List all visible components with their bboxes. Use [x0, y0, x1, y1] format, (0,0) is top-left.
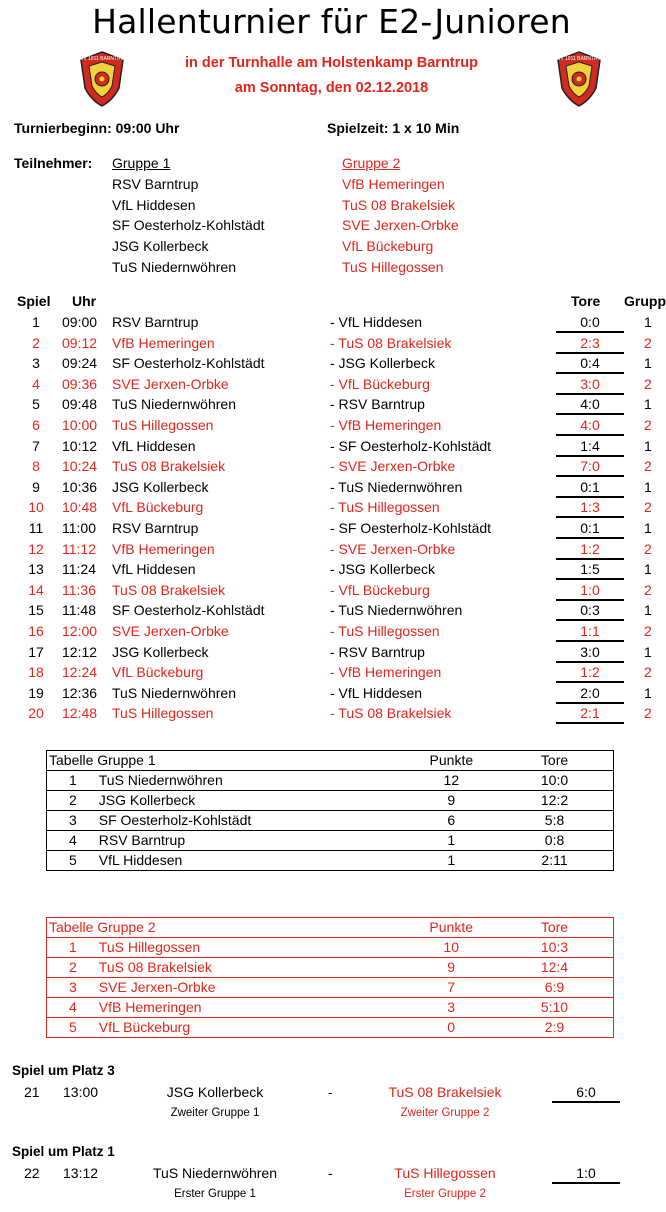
- score-underline: [556, 455, 624, 457]
- game-away-team: - RSV Barntrup: [330, 396, 425, 413]
- final-number: 21: [24, 1084, 40, 1100]
- score-underline: [556, 537, 624, 539]
- game-time: 11:00: [62, 520, 96, 536]
- game-time: 10:12: [62, 437, 98, 454]
- final-dash: -: [328, 1084, 333, 1100]
- standing-team: VfL Bückeburg: [99, 1018, 407, 1038]
- game-time: 10:36: [62, 478, 98, 495]
- game-away-team: - TuS 08 Brakelsiek: [330, 334, 452, 351]
- game-score: 1:1: [580, 623, 600, 639]
- game-score: 1:5: [580, 561, 600, 578]
- goals-header: Tore: [496, 751, 613, 771]
- game-score: 4:0: [580, 396, 600, 413]
- standing-goals: 5:10: [496, 998, 614, 1018]
- score-underline: [556, 413, 624, 415]
- game-time: 11:36: [62, 581, 96, 598]
- standing-rank: 5: [47, 1018, 99, 1038]
- game-away-team: - SF Oesterholz-Kohlstädt: [330, 437, 492, 454]
- game-away-team: - VfL Hiddesen: [330, 684, 423, 701]
- game-home-team: TuS 08 Brakelsiek: [112, 581, 226, 598]
- game-away-team: - TuS 08 Brakelsiek: [330, 705, 452, 722]
- game-time: 12:00: [62, 623, 98, 639]
- standing-points: 9: [406, 958, 496, 978]
- game-away-team: - TuS Niedernwöhren: [330, 478, 463, 495]
- game-group: 2: [644, 499, 652, 516]
- final-score: 1:0: [576, 1165, 596, 1181]
- standing-goals: 2:9: [496, 1018, 614, 1038]
- game-number: 6: [32, 417, 40, 433]
- final-away-team: TuS Hillegossen: [394, 1165, 496, 1181]
- standing-goals: 5:8: [496, 811, 613, 831]
- table-group-1: [46, 750, 614, 871]
- game-number: 19: [28, 684, 44, 701]
- score-underline: [556, 352, 624, 354]
- game-number: 20: [28, 705, 44, 722]
- game-away-team: - RSV Barntrup: [330, 643, 425, 660]
- game-home-team: VfL Bückeburg: [112, 499, 204, 516]
- game-score: 1:2: [580, 540, 600, 557]
- standing-goals: 12:4: [496, 958, 614, 978]
- game-number: 3: [32, 355, 40, 372]
- game-group: 1: [644, 684, 652, 701]
- final-home-team: TuS Niedernwöhren: [153, 1165, 277, 1181]
- standing-points: 6: [407, 811, 496, 831]
- game-number: 14: [28, 581, 44, 598]
- game-away-team: - VfB Hemeringen: [330, 664, 442, 681]
- points-header: Punkte: [406, 918, 496, 938]
- score-underline: [556, 578, 624, 580]
- game-score: 3:0: [580, 375, 600, 392]
- game-away-team: - TuS Hillegossen: [330, 499, 440, 516]
- standing-team: TuS Hillegossen: [99, 938, 407, 958]
- participant-group2: VfL Bückeburg: [342, 238, 434, 255]
- standing-row: [47, 998, 614, 1018]
- game-number: 8: [32, 458, 40, 475]
- game-time: 10:24: [62, 458, 98, 475]
- game-score: 1:2: [580, 664, 600, 681]
- game-home-team: VfL Hiddesen: [112, 561, 196, 578]
- svg-text:RSV 1911 BARNTRUP: RSV 1911 BARNTRUP: [553, 56, 605, 62]
- participant-group2: TuS 08 Brakelsiek: [342, 196, 456, 213]
- game-time: 12:24: [62, 664, 98, 681]
- play-time: Spielzeit: 1 x 10 Min: [327, 120, 460, 136]
- final-number: 22: [24, 1165, 40, 1181]
- header-time: Uhr: [72, 293, 97, 309]
- game-home-team: SF Oesterholz-Kohlstädt: [112, 355, 265, 372]
- standing-points: 3: [406, 998, 496, 1018]
- game-score: 1:0: [580, 581, 600, 598]
- game-score: 0:1: [580, 478, 600, 495]
- standing-rank: 2: [47, 958, 99, 978]
- game-group: 2: [644, 664, 652, 681]
- final-score-underline: [552, 1182, 620, 1184]
- game-time: 11:48: [62, 602, 96, 619]
- standing-rank: 1: [47, 938, 99, 958]
- table-title: Tabelle Gruppe 2: [47, 918, 407, 938]
- final-home-note: Zweiter Gruppe 1: [170, 1107, 260, 1119]
- final-score: 6:0: [576, 1084, 596, 1100]
- standing-goals: 0:8: [496, 831, 613, 851]
- game-away-team: - TuS Niedernwöhren: [330, 602, 463, 619]
- game-number: 13: [28, 561, 44, 578]
- game-score: 3:0: [580, 643, 600, 660]
- standing-goals: 10:0: [496, 771, 613, 791]
- participant-group1: VfL Hiddesen: [112, 196, 196, 213]
- score-underline: [556, 681, 624, 683]
- standing-goals: 2:11: [496, 851, 613, 871]
- game-time: 12:36: [62, 684, 98, 701]
- game-group: 1: [644, 478, 652, 495]
- standing-goals: 10:3: [496, 938, 614, 958]
- participants-label: Teilnehmer:: [14, 155, 93, 171]
- game-group: 1: [644, 437, 652, 454]
- group1-title: Gruppe 1: [112, 155, 171, 171]
- game-home-team: VfL Bückeburg: [112, 664, 204, 681]
- game-time: 11:24: [62, 561, 96, 578]
- final-home-team: JSG Kollerbeck: [166, 1084, 264, 1100]
- score-underline: [556, 434, 624, 436]
- standing-points: 1: [407, 851, 496, 871]
- standing-rank: 4: [47, 998, 99, 1018]
- game-group: 2: [644, 540, 652, 557]
- standing-row: [47, 811, 614, 831]
- standing-team: JSG Kollerbeck: [99, 791, 407, 811]
- subtitle-location: in der Turnhalle am Holstenkamp Barntrup: [184, 55, 478, 71]
- standing-row: [47, 1018, 614, 1038]
- table-title: Tabelle Gruppe 1: [47, 751, 407, 771]
- group2-title: Gruppe 2: [342, 155, 401, 171]
- standing-row: [47, 958, 614, 978]
- standing-points: 7: [406, 978, 496, 998]
- score-underline: [556, 393, 624, 395]
- game-group: 1: [644, 520, 652, 536]
- game-time: 10:48: [62, 499, 98, 516]
- game-number: 5: [32, 396, 40, 413]
- game-away-team: - VfB Hemeringen: [330, 417, 442, 433]
- standing-team: TuS 08 Brakelsiek: [99, 958, 407, 978]
- participant-group1: JSG Kollerbeck: [112, 238, 209, 255]
- game-group: 1: [644, 396, 652, 413]
- game-group: 1: [644, 643, 652, 660]
- table-header-row: [47, 918, 614, 938]
- game-home-team: JSG Kollerbeck: [112, 643, 209, 660]
- game-home-team: SVE Jerxen-Orbke: [112, 623, 229, 639]
- score-underline: [556, 661, 624, 663]
- game-time: 09:00: [62, 314, 98, 330]
- page-title: Hallenturnier für E2-Junioren: [92, 2, 571, 41]
- points-header: Punkte: [407, 751, 496, 771]
- game-number: 10: [28, 499, 44, 516]
- score-underline: [556, 475, 624, 477]
- game-time: 09:48: [62, 396, 98, 413]
- score-underline: [556, 331, 624, 333]
- final-home-note: Erster Gruppe 1: [174, 1188, 256, 1200]
- game-group: 2: [644, 623, 652, 639]
- final-title: Spiel um Platz 1: [12, 1144, 115, 1159]
- final-score-underline: [552, 1101, 620, 1103]
- standing-goals: 6:9: [496, 978, 614, 998]
- final-away-team: TuS 08 Brakelsiek: [388, 1084, 502, 1100]
- standing-team: VfL Hiddesen: [99, 851, 407, 871]
- final-time: 13:12: [63, 1165, 99, 1181]
- game-score: 4:0: [580, 417, 600, 433]
- game-score: 1:3: [580, 499, 600, 516]
- game-number: 17: [28, 643, 44, 660]
- game-time: 12:12: [62, 643, 98, 660]
- subtitle-date: am Sonntag, den 02.12.2018: [234, 80, 429, 96]
- standing-row: [47, 978, 614, 998]
- score-underline: [556, 599, 624, 601]
- game-number: 2: [32, 334, 40, 351]
- game-away-team: - JSG Kollerbeck: [330, 355, 436, 372]
- game-away-team: - VfL Bückeburg: [330, 375, 430, 392]
- game-home-team: TuS Niedernwöhren: [112, 396, 236, 413]
- game-score: 1:4: [580, 437, 600, 454]
- game-home-team: SF Oesterholz-Kohlstädt: [112, 602, 265, 619]
- participant-group2: SVE Jerxen-Orbke: [342, 217, 459, 234]
- game-group: 2: [644, 705, 652, 722]
- participant-group1: RSV Barntrup: [112, 176, 199, 192]
- standing-team: RSV Barntrup: [99, 831, 407, 851]
- game-group: 1: [644, 602, 652, 619]
- game-away-team: - JSG Kollerbeck: [330, 561, 436, 578]
- game-number: 18: [28, 664, 44, 681]
- game-score: 0:1: [580, 520, 600, 536]
- standing-points: 1: [407, 831, 496, 851]
- game-time: 09:36: [62, 375, 98, 392]
- standing-goals: 12:2: [496, 791, 613, 811]
- game-number: 16: [28, 623, 44, 639]
- participant-group2: VfB Hemeringen: [342, 176, 445, 192]
- game-home-team: TuS Hillegossen: [112, 705, 214, 722]
- game-score: 2:3: [580, 334, 600, 351]
- table-group-2: [46, 917, 614, 1038]
- standing-team: VfB Hemeringen: [99, 998, 407, 1018]
- game-score: 2:0: [580, 684, 600, 701]
- header-goals: Tore: [571, 293, 601, 309]
- goals-header: Tore: [496, 918, 614, 938]
- score-underline: [556, 372, 624, 374]
- game-away-team: - SVE Jerxen-Orbke: [330, 540, 456, 557]
- game-home-team: VfB Hemeringen: [112, 540, 215, 557]
- game-home-team: RSV Barntrup: [112, 314, 199, 330]
- game-time: 12:48: [62, 705, 98, 722]
- header-group: Grupp: [624, 293, 666, 309]
- game-away-team: - SVE Jerxen-Orbke: [330, 458, 456, 475]
- game-time: 09:12: [62, 334, 98, 351]
- game-group: 2: [644, 334, 652, 351]
- game-number: 15: [28, 602, 44, 619]
- score-underline: [556, 558, 624, 560]
- score-underline: [556, 516, 624, 518]
- final-away-note: Zweiter Gruppe 2: [400, 1107, 490, 1119]
- game-group: 2: [644, 417, 652, 433]
- game-group: 1: [644, 314, 652, 330]
- standing-rank: 3: [47, 978, 99, 998]
- score-underline: [556, 640, 624, 642]
- game-score: 2:1: [580, 705, 600, 722]
- standing-row: [47, 938, 614, 958]
- score-underline: [556, 496, 624, 498]
- svg-text:RSV 1911 BARNTRUP: RSV 1911 BARNTRUP: [76, 56, 128, 62]
- standing-team: TuS Niedernwöhren: [99, 771, 407, 791]
- game-away-team: - VfL Bückeburg: [330, 581, 430, 598]
- game-away-team: - SF Oesterholz-Kohlstädt: [330, 520, 492, 536]
- game-away-team: - VfL Hiddesen: [330, 314, 423, 330]
- score-underline: [556, 702, 624, 704]
- game-group: 2: [644, 458, 652, 475]
- game-number: 12: [28, 540, 44, 557]
- final-dash: -: [328, 1165, 333, 1181]
- standing-rank: 3: [47, 811, 99, 831]
- game-number: 11: [28, 520, 44, 536]
- standing-row: [47, 851, 614, 871]
- game-home-team: VfB Hemeringen: [112, 334, 215, 351]
- game-score: 7:0: [580, 458, 600, 475]
- game-score: 0:3: [580, 602, 600, 619]
- final-away-note: Erster Gruppe 2: [404, 1188, 486, 1200]
- game-number: 1: [32, 314, 40, 330]
- standing-row: [47, 771, 614, 791]
- game-group: 1: [644, 355, 652, 372]
- final-time: 13:00: [63, 1084, 99, 1100]
- standing-row: [47, 791, 614, 811]
- game-time: 09:24: [62, 355, 98, 372]
- standing-row: [47, 831, 614, 851]
- game-score: 0:0: [580, 314, 600, 330]
- participant-group2: TuS Hillegossen: [342, 258, 444, 275]
- schedule-header: [0, 293, 666, 313]
- standing-rank: 1: [47, 771, 99, 791]
- game-home-team: SVE Jerxen-Orbke: [112, 375, 229, 392]
- game-time: 11:12: [62, 540, 96, 557]
- score-underline: [556, 619, 624, 621]
- game-number: 4: [32, 375, 40, 392]
- participant-group1: TuS Niedernwöhren: [112, 258, 236, 275]
- game-group: 2: [644, 581, 652, 598]
- game-number: 7: [32, 437, 40, 454]
- game-group: 2: [644, 375, 652, 392]
- game-number: 9: [32, 478, 40, 495]
- game-home-team: VfL Hiddesen: [112, 437, 196, 454]
- game-group: 1: [644, 561, 652, 578]
- game-home-team: JSG Kollerbeck: [112, 478, 209, 495]
- game-home-team: TuS 08 Brakelsiek: [112, 458, 226, 475]
- standing-points: 12: [407, 771, 496, 791]
- standing-rank: 5: [47, 851, 99, 871]
- standing-team: SF Oesterholz-Kohlstädt: [99, 811, 407, 831]
- game-home-team: RSV Barntrup: [112, 520, 199, 536]
- table-header-row: [47, 751, 614, 771]
- participant-group1: SF Oesterholz-Kohlstädt: [112, 217, 265, 234]
- score-underline: [556, 722, 624, 724]
- game-away-team: - TuS Hillegossen: [330, 623, 440, 639]
- tournament-start: Turnierbeginn: 09:00 Uhr: [14, 120, 180, 136]
- header-game: Spiel: [17, 293, 51, 309]
- game-time: 10:00: [62, 417, 98, 433]
- standing-rank: 4: [47, 831, 99, 851]
- standing-points: 0: [406, 1018, 496, 1038]
- game-score: 0:4: [580, 355, 600, 372]
- game-home-team: TuS Hillegossen: [112, 417, 214, 433]
- standing-team: SVE Jerxen-Orbke: [99, 978, 407, 998]
- final-title: Spiel um Platz 3: [12, 1063, 115, 1078]
- standing-rank: 2: [47, 791, 99, 811]
- game-home-team: TuS Niedernwöhren: [112, 684, 236, 701]
- standing-points: 10: [406, 938, 496, 958]
- standing-points: 9: [407, 791, 496, 811]
